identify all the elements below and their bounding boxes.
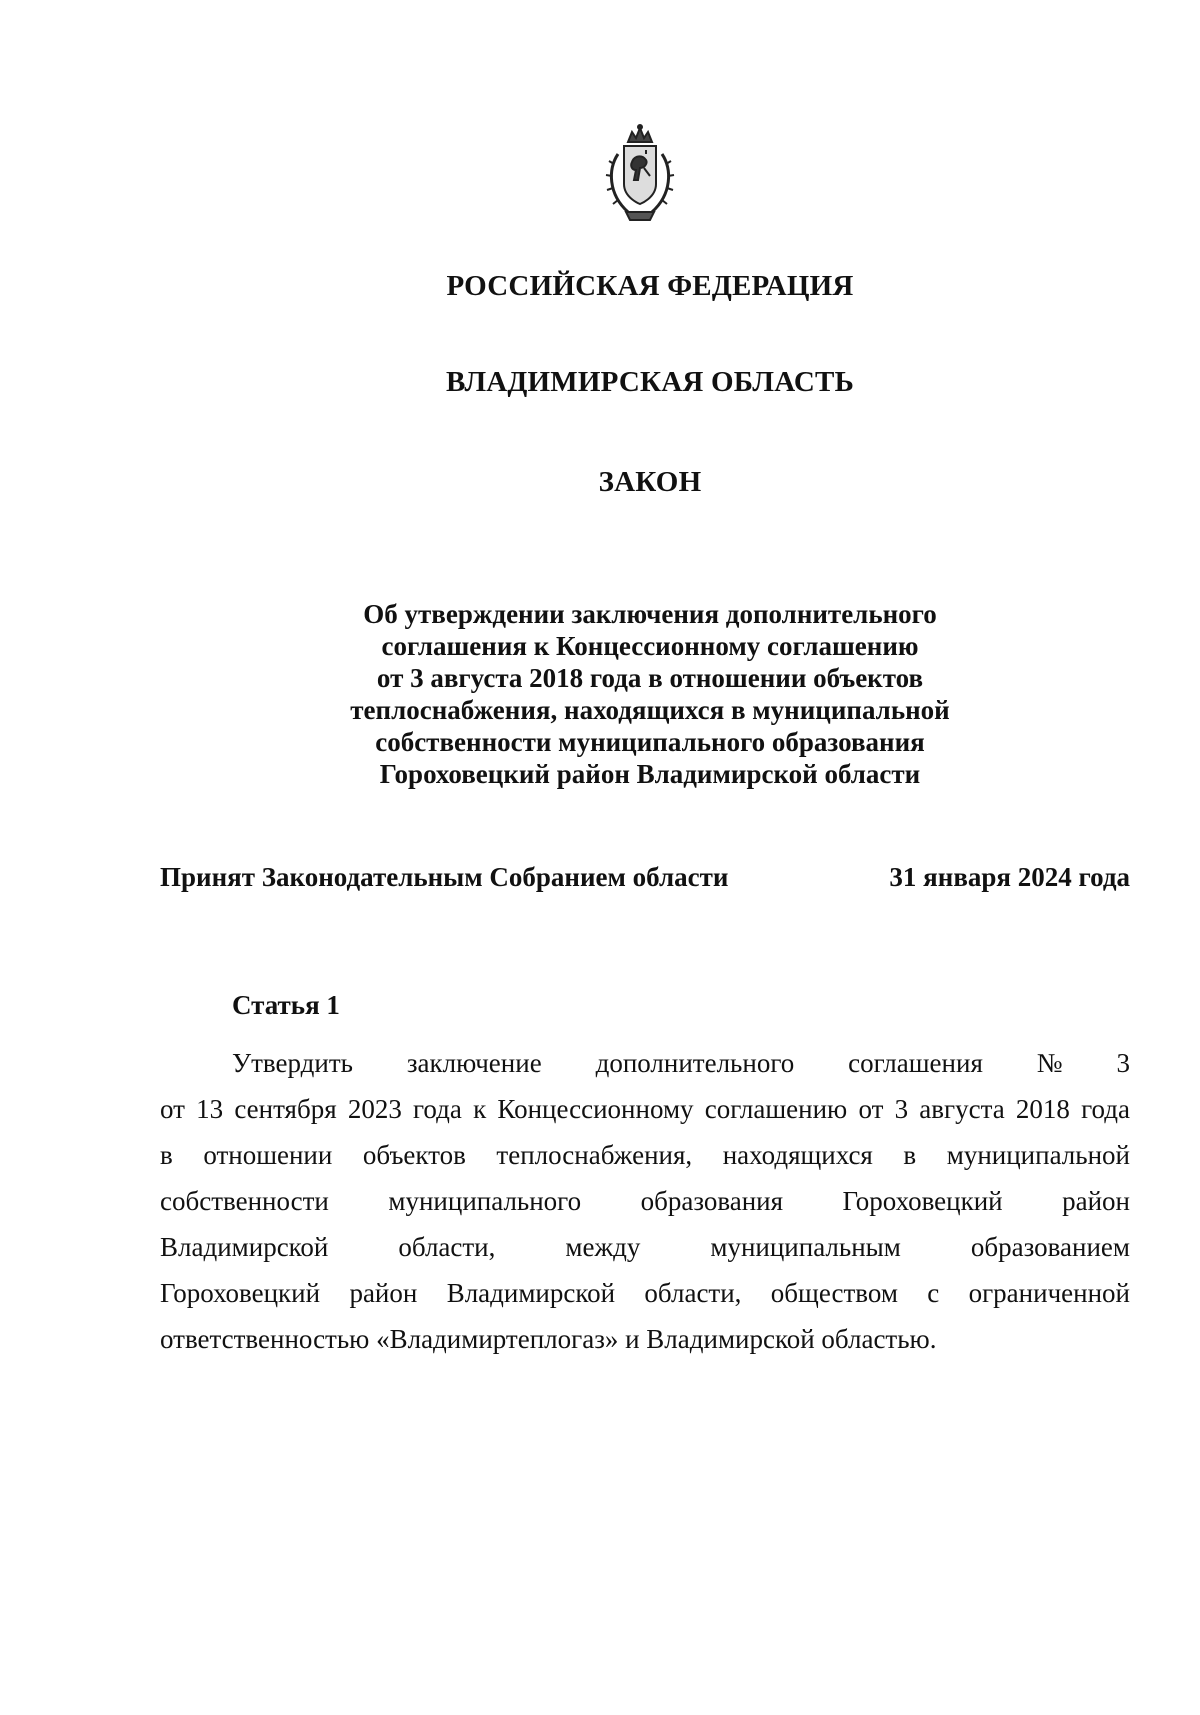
article-word: от: [858, 1094, 884, 1124]
article-line: [160, 1086, 1130, 1132]
article-line: [160, 1224, 1130, 1270]
article-word: муниципальным: [710, 1232, 901, 1262]
adopted-by: Принят Законодательным Собранием области: [160, 862, 729, 892]
article-word: теплоснабжения,: [496, 1140, 693, 1170]
law-title-line: теплоснабжения, находящихся в муниципальной: [350, 695, 950, 725]
article-word: сентября: [234, 1094, 337, 1124]
article-word: 3: [1116, 1048, 1130, 1078]
article-line: [160, 1132, 1130, 1178]
article-heading: Статья 1: [232, 990, 340, 1020]
article-word: Утвердить: [232, 1048, 353, 1078]
article-word: между: [565, 1232, 641, 1262]
law-title: [320, 598, 980, 790]
article-word: области,: [644, 1278, 742, 1308]
article-word: августа: [919, 1094, 1005, 1124]
article-word: Владимирской: [160, 1232, 329, 1262]
law-title-line: Гороховецкий район Владимирской области: [379, 759, 921, 789]
law-title-line: Об утверждении заключения дополнительного: [363, 599, 937, 629]
article-word: дополнительного: [595, 1048, 795, 1078]
article-word: в: [160, 1140, 173, 1170]
law-title-line: собственности муниципального образования: [375, 727, 925, 757]
article-word: ограниченной: [968, 1278, 1130, 1308]
article-word: заключение: [406, 1048, 542, 1078]
article-line: [160, 1040, 1130, 1086]
article-word: муниципальной: [946, 1140, 1130, 1170]
article-word: Концессионному: [497, 1094, 694, 1124]
article-word: Владимирской: [446, 1278, 616, 1308]
article-word: 2023: [347, 1094, 402, 1124]
article-line-words: [160, 1086, 1130, 1132]
article-word: Гороховецкий: [842, 1186, 1003, 1216]
article-word: от: [160, 1094, 185, 1124]
coat-of-arms-icon: [600, 124, 680, 224]
article-word: район: [1062, 1186, 1130, 1216]
article-word: обществом: [770, 1278, 898, 1308]
country-heading: РОССИЙСКАЯ ФЕДЕРАЦИЯ: [446, 270, 854, 302]
document-type-heading: ЗАКОН: [598, 466, 702, 498]
article-line: [160, 1316, 1130, 1362]
article-word: отношении: [203, 1140, 333, 1170]
article-word: с: [927, 1278, 940, 1308]
law-title-line: от 3 августа 2018 года в отношении объектов: [376, 663, 924, 693]
article-word: года: [413, 1094, 462, 1124]
article-line-words: [160, 1270, 1130, 1316]
article-line-words: [232, 1040, 1130, 1086]
region-heading: ВЛАДИМИРСКАЯ ОБЛАСТЬ: [446, 366, 854, 398]
article-line-words: ответственностью «Владимиртеплогаз» и Владимирской областью.: [160, 1324, 937, 1354]
law-title-line: соглашения к Концессионному соглашению: [381, 631, 919, 661]
article-line: [160, 1178, 1130, 1224]
article-word: года: [1081, 1094, 1130, 1124]
article-word: в: [903, 1140, 917, 1170]
article-word: 2018: [1015, 1094, 1070, 1124]
article-word: соглашению: [704, 1094, 848, 1124]
article-line-words: [160, 1178, 1130, 1224]
article-word: соглашения: [848, 1048, 983, 1078]
article-word: Гороховецкий: [160, 1278, 321, 1308]
article-body: [160, 1040, 1130, 1362]
article-word: район: [349, 1278, 418, 1308]
article-word: №: [1036, 1048, 1063, 1078]
article-word: к: [473, 1094, 487, 1124]
article-word: собственности: [160, 1186, 329, 1216]
article-line-words: [160, 1132, 1130, 1178]
article-word: объектов: [362, 1140, 466, 1170]
article-word: 13: [196, 1094, 224, 1124]
article-line-words: [160, 1224, 1130, 1270]
article-word: находящихся: [722, 1140, 873, 1170]
adoption-date: 31 января 2024 года: [889, 862, 1130, 892]
article-word: области,: [398, 1232, 496, 1262]
article-word: образованием: [970, 1232, 1130, 1262]
article-word: образования: [640, 1186, 784, 1216]
article-word: 3: [894, 1094, 909, 1124]
article-line: [160, 1270, 1130, 1316]
article-word: муниципального: [388, 1186, 582, 1216]
